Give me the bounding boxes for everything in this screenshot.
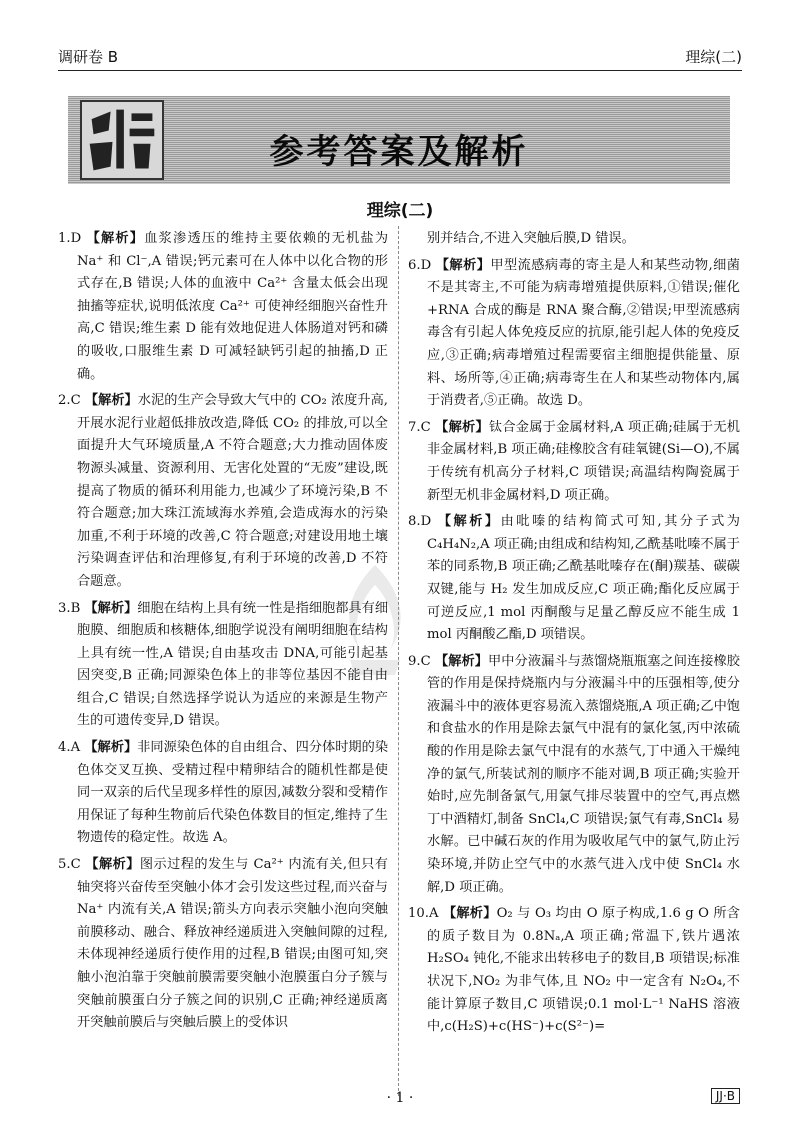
banner-title: 参考答案及解析	[269, 132, 529, 172]
title-banner	[68, 96, 730, 184]
header-subject: 理综(二)	[685, 48, 742, 66]
answer-item: 4.A 【解析】非同源染色体的自由组合、四分体时期的染色体交叉互换、受精过程中精卵结合的随机性都是使同一双亲的后代呈现多样性的原因,减数分裂和受精作用保证了每种生物前后代染色体数目的恒定,维持了生物遗传的稳定性。故选 A。	[58, 740, 389, 846]
answer-item: 9.C 【解析】甲中分液漏斗与蒸馏烧瓶瓶塞之间连接橡胶管的作用是保持烧瓶内与分液漏斗中的压强相等,使分液漏斗中的液体更容易流入蒸馏烧瓶,A 项正确;乙中饱和食盐水的作用是除去氯气中混有的氯化氢,丙中浓硫酸的作用是除去氯气中混有的水蒸气,丁中通入干燥纯净的氯气,所装试剂的顺序不能对调,B 项正确;实验开始时,应先制备氯气,用氯气排尽装置中的空气,再点燃丁中酒精灯,制备 SnCl₄,C 项错误;氯气有毒,SnCl₄ 易水解。已中碱石灰的作用为吸收尾气中的氯气,防止污染环境,并防止空气中的水蒸气进入戊中使 SnCl₄ 水解,D 项正确。	[408, 653, 740, 895]
page-header	[58, 42, 742, 71]
column-divider	[398, 226, 399, 1096]
left-column	[58, 228, 388, 1039]
header-exam-name: 调研卷 B	[58, 48, 119, 66]
answer-item: 8.D 【解析】由吡嗪的结构简式可知,其分子式为 C₄H₄N₂,A 项正确;由组成和结构知,乙酰基吡嗪不属于苯的同系物,B 项正确;乙酰基吡嗪存在(酮)羰基、碳碳双键,能与 H₂ 发生加成反应,C 项正确;酯化反应属于可逆反应,1 mol 丙酮酸与足量乙醇反应不能生成 1 mol 丙酮酸乙酯,D 项错误。	[408, 514, 740, 643]
answer-item: 6.D 【解析】甲型流感病毒的寄主是人和某些动物,细菌不是其寄主,不可能为病毒增殖提供原料,①错误;催化+RNA 合成的酶是 RNA 聚合酶,②错误;甲型流感病毒含有引起人体免疫反应的抗原,能引起人体的免疫反应,③正确;病毒增殖过程需要宿主细胞提供能量、原料、场所等,④正确;病毒寄生在人和某些动物体内,属于消费者,⑤正确。故选 D。	[408, 257, 740, 409]
paper-code-badge: JJ·B	[711, 1088, 740, 1104]
answer-item: 5.C 【解析】图示过程的发生与 Ca²⁺ 内流有关,但只有轴突将兴奋传至突触小体才会引发这些过程,而兴奋与 Na⁺ 内流有关,A 错误;箭头方向表示突触小泡向突触前膜移动、融合、释放神经递质进入突触间隙的过程,未体现神经递质行使作用的过程,B 错误;由图可知,突触小泡泊靠于突触前膜需要突触小泡膜蛋白分子簇与突触前膜蛋白分子簇之间的识别,C 正确;神经递质离开突触前膜后与突触后膜上的受体识	[58, 857, 388, 1031]
subject-heading: 理综(二)	[366, 201, 434, 221]
answer-item: 10.A 【解析】O₂ 与 O₃ 均由 O 原子构成,1.6 g O 所含的质子数目为 0.8Nₐ,A 项正确;常温下,铁片遇浓 H₂SO₄ 钝化,不能求出转移电子的数目,B 项错误;标准状况下,NO₂ 为非气体,且 NO₂ 中一定含有 N₂O₄,不能计算原子数目,C 项错误;0.1 mol·L⁻¹ NaHS 溶液中,c(H₂S)+c(HS⁻)+c(S²⁻)=	[408, 906, 740, 1035]
right-column	[408, 228, 740, 1043]
answer-item: 3.B 【解析】细胞在结构上具有统一性是指细胞都具有细胞膜、细胞质和核糖体,细胞学说没有阐明细胞在结构上具有统一性,A 错误;自由基攻击 DNA,可能引起基因突变,B 正确;同源染色体上的非等位基因不能自由组合,C 错误;自然选择学说认为适应的来源是生物产生的可遗传变异,D 错误。	[58, 600, 389, 729]
answer-continuation: 别并结合,不进入突触后膜,D 错误。	[427, 231, 635, 246]
answer-item: 2.C 【解析】水泥的生产会导致大气中的 CO₂ 浓度升高,开展水泥行业超低排放改造,降低 CO₂ 的排放,可以全面提升大气环境质量,A 不符合题意;大力推动固体废物源头减量、资源利用、无害化处置的“无废”建设,既提高了物质的循环利用能力,也减少了环境污染,B 不符合题意;加大珠江流域海水养殖,会造成海水的污染加重,不利于环境的改善,C 符合题意;对建设用地土壤污染调查评估和治理修复,有利于环境的改善,D 不符合题意。	[58, 393, 388, 589]
page-number: · 1 ·	[386, 1090, 414, 1106]
answer-item: 7.C 【解析】钛合金属于金属材料,A 项正确;硅属于无机非金属材料,B 项正确;硅橡胶含有硅氧键(Si—O),不属于传统有机高分子材料,C 项错误;高温结构陶瓷属于新型无机非金属材料,D 项正确。	[408, 419, 740, 503]
answer-item: 1.D 【解析】血浆渗透压的维持主要依赖的无机盐为 Na⁺ 和 Cl⁻,A 错误;钙元素可在人体中以化合物的形式存在,B 错误;人体的血液中 Ca²⁺ 含量太低会出现抽搐等症状,说明低浓度 Ca²⁺ 可使神经细胞兴奋性升高,C 错误;维生素 D 能有效地促进人体肠道对钙和磷的吸收,口服维生素 D 可减轻缺钙引起的抽搐,D 正确。	[58, 231, 389, 382]
